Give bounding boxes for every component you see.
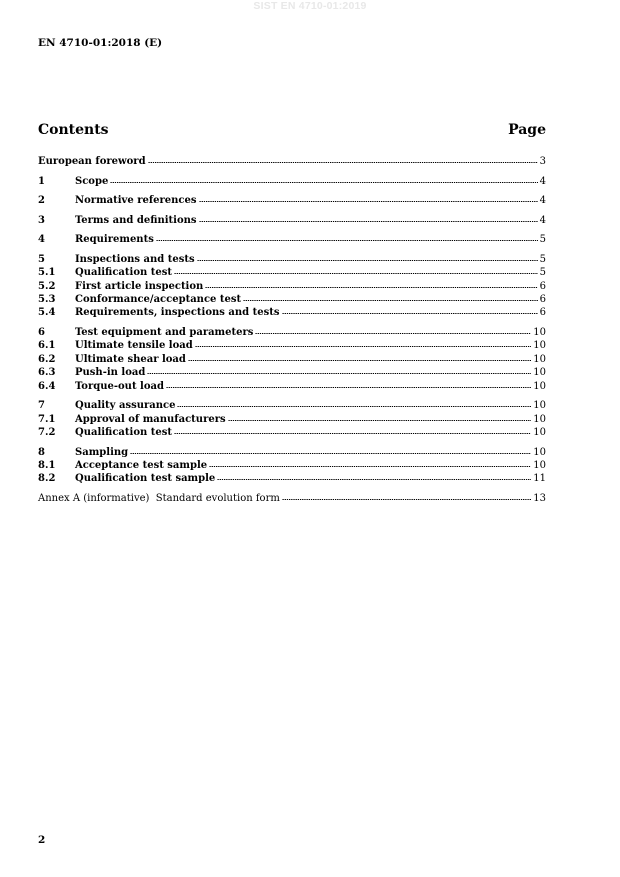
toc-number: 6.1 (38, 340, 56, 352)
toc-number: 8.1 (38, 459, 56, 471)
dot-leader (199, 221, 538, 222)
watermark-text: SIST EN 4710-01:2019 (253, 0, 367, 12)
toc-entry-foreword[interactable] (38, 155, 546, 168)
toc-number: 1 (38, 175, 45, 187)
toc-number: 6 (38, 327, 45, 339)
toc-title: Scope (75, 175, 109, 187)
toc-entry-2[interactable] (38, 194, 546, 207)
toc-title: Qualification test (75, 267, 172, 279)
toc-title: Requirements (75, 234, 154, 246)
toc-page: 6 (539, 307, 546, 319)
toc-page: 10 (533, 340, 546, 352)
toc-page: 4 (539, 214, 546, 226)
toc-page: 11 (533, 473, 546, 485)
toc-page: 4 (539, 195, 546, 207)
toc-number: 5.4 (38, 307, 56, 319)
dot-leader (205, 287, 537, 288)
toc-title: Quality assurance (75, 400, 176, 412)
toc-entry-6-1[interactable] (38, 339, 546, 352)
toc-entry-5[interactable] (38, 253, 546, 266)
toc-entry-6-2[interactable] (38, 353, 546, 366)
toc-page: 10 (533, 446, 546, 458)
toc-title: Requirements, inspections and tests (75, 307, 280, 319)
dot-leader (255, 333, 531, 334)
dot-leader (209, 466, 531, 467)
toc-entry-6[interactable] (38, 326, 546, 339)
toc-number: 8 (38, 446, 45, 458)
dot-leader (147, 373, 531, 374)
toc-title: Ultimate shear load (75, 353, 186, 365)
toc-page: 10 (533, 426, 546, 438)
toc-number: 4 (38, 234, 45, 246)
toc-page: 10 (533, 367, 546, 379)
dot-leader (166, 387, 531, 388)
toc-number: 5.3 (38, 294, 56, 306)
toc-entry-6-3[interactable] (38, 366, 546, 379)
dot-leader (188, 360, 531, 361)
toc-entry-1[interactable] (38, 175, 546, 188)
toc-title: Acceptance test sample (75, 459, 208, 471)
toc-title: First article inspection (75, 280, 204, 292)
toc-page: 10 (533, 459, 546, 471)
toc-entry-8-1[interactable] (38, 459, 546, 472)
toc-page: 10 (533, 353, 546, 365)
dot-leader (156, 240, 538, 241)
toc-number: 5.1 (38, 267, 56, 279)
table-of-contents (38, 155, 546, 505)
toc-entry-7[interactable] (38, 399, 546, 412)
toc-number: 6.2 (38, 353, 56, 365)
toc-entry-4[interactable] (38, 233, 546, 246)
toc-entry-8-2[interactable] (38, 472, 546, 485)
toc-title: Test equipment and parameters (75, 327, 254, 339)
toc-page: 4 (539, 175, 546, 187)
toc-entry-7-1[interactable] (38, 413, 546, 426)
toc-page: 3 (539, 156, 546, 167)
toc-page: 13 (533, 492, 546, 504)
toc-entry-7-2[interactable] (38, 426, 546, 439)
dot-leader (195, 346, 532, 347)
toc-number: 3 (38, 214, 45, 226)
dot-leader (217, 479, 531, 480)
toc-number: 7.1 (38, 413, 56, 425)
dot-leader (177, 406, 531, 407)
toc-title: Sampling (75, 446, 129, 458)
toc-entry-8[interactable] (38, 446, 546, 459)
toc-number: 6.4 (38, 380, 56, 392)
page-number: 2 (38, 834, 46, 846)
toc-title: European foreword (38, 156, 146, 167)
toc-number: 2 (38, 195, 45, 207)
toc-entry-5-3[interactable] (38, 293, 546, 306)
toc-number: 7 (38, 400, 45, 412)
toc-page: 10 (533, 400, 546, 412)
toc-entry-5-2[interactable] (38, 280, 546, 293)
toc-entry-annex-a[interactable] (38, 492, 546, 505)
toc-page: 5 (539, 267, 546, 279)
dot-leader (243, 300, 538, 301)
toc-number: 5 (38, 253, 45, 265)
dot-leader (110, 182, 537, 183)
toc-page: 10 (533, 327, 546, 339)
toc-number: 7.2 (38, 426, 56, 438)
dot-leader (174, 433, 531, 434)
dot-leader (282, 499, 531, 500)
toc-title: Qualification test (75, 426, 172, 438)
document-id-header: EN 4710-01:2018 (E) (38, 37, 163, 49)
toc-page: 6 (539, 280, 546, 292)
dot-leader (282, 313, 538, 314)
toc-page: 6 (539, 294, 546, 306)
toc-title: Normative references (75, 195, 197, 207)
toc-number: 5.2 (38, 280, 56, 292)
dot-leader (197, 260, 538, 261)
toc-page: 10 (533, 380, 546, 392)
toc-entry-6-4[interactable] (38, 380, 546, 393)
toc-entry-5-4[interactable] (38, 306, 546, 319)
toc-title: Torque-out load (75, 380, 164, 392)
dot-leader (174, 273, 538, 274)
dot-leader (130, 453, 531, 454)
toc-title: Terms and definitions (75, 214, 197, 226)
toc-title: Annex A (informative) Standard evolution form (38, 492, 280, 504)
toc-page: 5 (539, 234, 546, 246)
dot-leader (148, 162, 538, 163)
page-column-heading: Page (508, 122, 546, 138)
toc-title: Approval of manufacturers (75, 413, 226, 425)
toc-page: 10 (533, 413, 546, 425)
dot-leader (228, 420, 532, 421)
toc-entry-3[interactable] (38, 214, 546, 227)
toc-title: Push-in load (75, 367, 146, 379)
toc-number: 6.3 (38, 367, 56, 379)
toc-entry-5-1[interactable] (38, 266, 546, 279)
toc-title: Inspections and tests (75, 253, 195, 265)
toc-page: 5 (539, 253, 546, 265)
dot-leader (199, 201, 538, 202)
contents-heading: Contents (38, 122, 109, 138)
toc-title: Ultimate tensile load (75, 340, 193, 352)
toc-number: 8.2 (38, 473, 56, 485)
toc-title: Conformance/acceptance test (75, 294, 242, 306)
toc-title: Qualification test sample (75, 473, 216, 485)
